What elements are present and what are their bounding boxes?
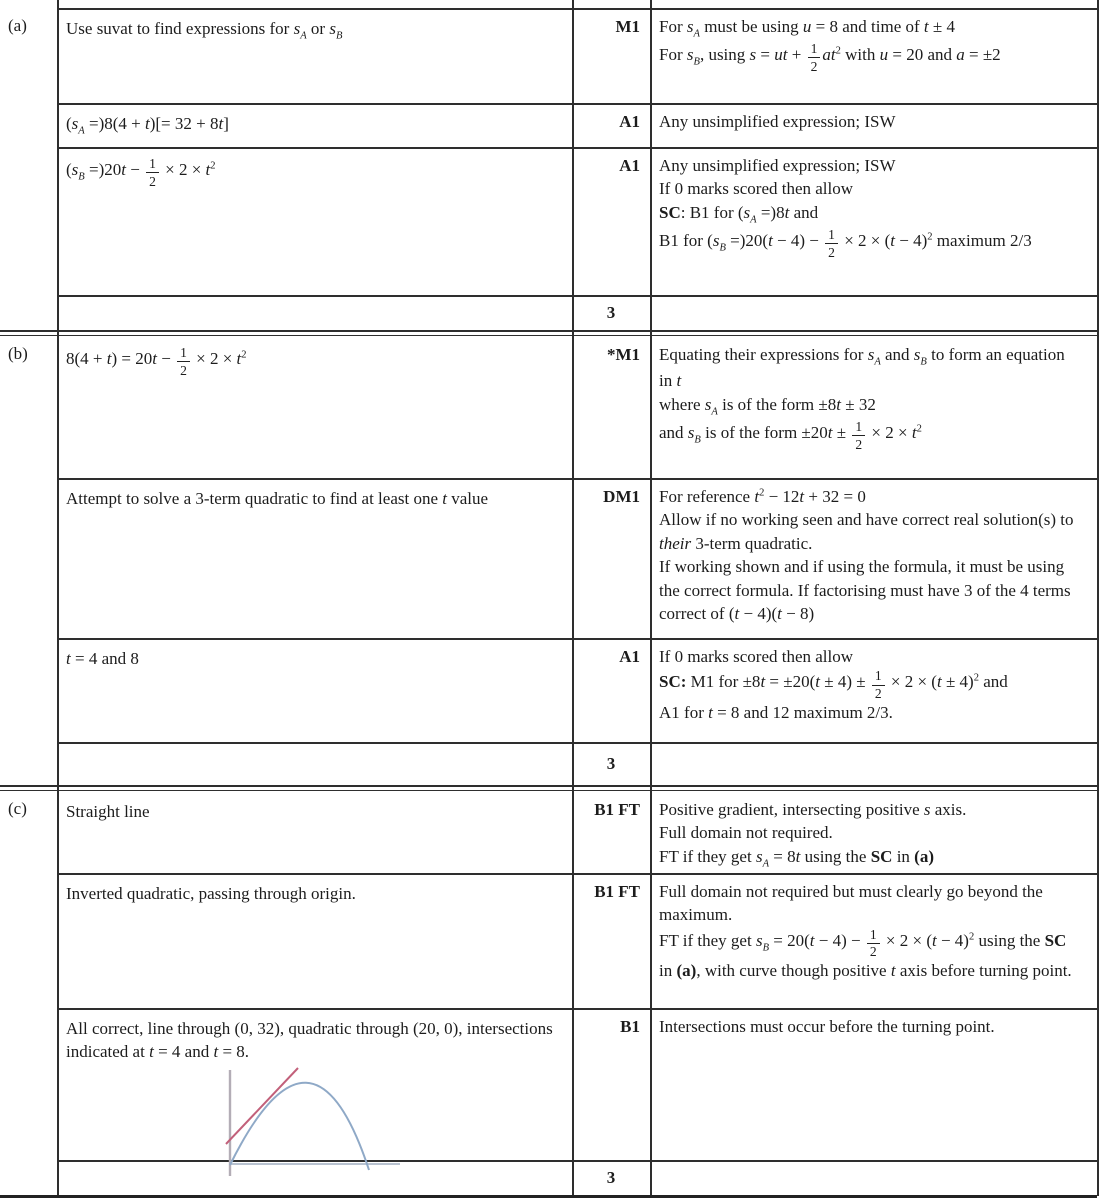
text-run: s — [329, 19, 336, 38]
text-run: SC — [1044, 930, 1067, 950]
text-run: a — [956, 45, 965, 65]
notes-cell — [650, 103, 1097, 147]
text-line — [66, 113, 560, 138]
text-line — [659, 155, 1087, 177]
straight-line — [226, 1068, 298, 1144]
text-run: − 8) — [781, 604, 815, 624]
text-run: s — [743, 202, 751, 222]
superscript: 2 — [973, 672, 979, 684]
text-run: × 2 × — [867, 423, 912, 443]
fraction — [867, 928, 880, 959]
subscript: A — [711, 406, 718, 418]
text-run: =)20 — [84, 160, 122, 180]
part-label: (c) — [8, 799, 27, 818]
text-run: and — [659, 423, 688, 443]
notes-cell — [650, 336, 1097, 478]
text-run: in — [892, 846, 915, 866]
text-line — [659, 111, 1087, 133]
text-run: − 4) − — [772, 231, 824, 251]
text-line — [659, 202, 1087, 227]
text-run: , with curve though positive — [696, 961, 891, 981]
table-right-border — [1097, 0, 1099, 1196]
fraction — [852, 420, 865, 451]
mark-code: A1 — [619, 156, 640, 175]
fraction-numerator: 1 — [177, 346, 190, 362]
text-line — [659, 960, 1087, 982]
text-run: s — [913, 345, 921, 364]
text-run: to form an equation — [926, 345, 1065, 364]
text-line — [659, 904, 1087, 926]
working-cell — [57, 1008, 572, 1160]
text-run: = 8 and time of — [811, 17, 924, 36]
text-run: t — [734, 604, 740, 624]
text-run: = 20 and — [888, 45, 957, 65]
text-line — [659, 580, 1087, 602]
text-run: − 4) — [936, 930, 969, 950]
superscript: 2 — [241, 349, 247, 361]
text-run: = 20( — [769, 930, 810, 950]
text-run: × 2 × — [160, 160, 206, 180]
mark-code: B1 FT — [594, 800, 640, 819]
text-run: axis before turning point. — [895, 961, 1072, 981]
text-line — [659, 42, 1087, 73]
text-run: their — [659, 533, 692, 553]
text-run: is of the form ±20 — [700, 423, 828, 443]
superscript: 2 — [916, 423, 922, 435]
notes-cell — [650, 791, 1097, 873]
text-line — [659, 370, 1087, 392]
text-run: SC — [870, 846, 893, 866]
text-run: at — [822, 45, 836, 65]
text-run: = 8 and 12 maximum 2/3. — [712, 702, 893, 722]
subscript: A — [762, 858, 770, 870]
total-marks: 3 — [606, 302, 616, 322]
text-line — [659, 344, 1087, 369]
mark-cell — [572, 478, 650, 638]
text-run: indicated at — [66, 1042, 150, 1062]
text-run: using the — [974, 930, 1045, 950]
mark-code: DM1 — [603, 487, 640, 506]
text-run: Attempt to solve a 3-term quadratic to find at least one — [66, 489, 443, 508]
mark-cell — [572, 1008, 650, 1160]
text-run: t — [911, 423, 917, 443]
text-run: × 2 × ( — [839, 231, 891, 251]
text-line — [659, 178, 1087, 200]
text-run: (a) — [914, 846, 934, 866]
text-run: Straight line — [66, 802, 150, 821]
mark-cell — [572, 791, 650, 873]
text-line — [659, 394, 1087, 419]
text-run: t — [676, 371, 682, 391]
text-run: For — [659, 45, 687, 65]
text-run: in — [659, 961, 677, 981]
mark-cell — [572, 147, 650, 295]
text-line — [659, 846, 1087, 871]
text-line — [659, 533, 1087, 555]
text-run: t — [121, 160, 126, 180]
text-run: : B1 for ( — [680, 202, 744, 222]
text-run: t — [708, 702, 713, 722]
subscript: B — [719, 242, 726, 254]
working-cell — [57, 147, 572, 295]
text-run: All correct, line through (0, 32), quadratic through (20, 0), intersections — [66, 1019, 553, 1038]
text-run: + — [787, 45, 806, 65]
text-line — [659, 646, 1087, 668]
text-run: t — [106, 349, 112, 369]
text-run: in — [659, 371, 677, 391]
fraction — [808, 42, 821, 73]
mark-code: B1 FT — [594, 882, 640, 901]
fraction-numerator: 1 — [872, 669, 885, 685]
text-run: s — [712, 231, 720, 251]
text-run: t — [149, 1042, 154, 1062]
text-line — [659, 822, 1087, 844]
fraction-denominator: 2 — [874, 686, 882, 702]
text-run: s — [755, 846, 763, 866]
text-run: and — [880, 345, 914, 364]
text-run: s — [704, 394, 712, 414]
superscript: 2 — [210, 160, 216, 172]
text-line — [659, 486, 1087, 508]
text-run: For — [659, 17, 687, 36]
text-run: s — [293, 19, 301, 38]
subscript: A — [874, 356, 881, 368]
superscript: 2 — [968, 931, 975, 943]
text-run: t — [218, 114, 224, 133]
text-run: s — [71, 114, 79, 133]
fraction-numerator: 1 — [808, 42, 821, 58]
text-line — [659, 669, 1087, 700]
text-line — [66, 883, 560, 905]
section-separator-line — [0, 785, 1097, 787]
part-label: (b) — [8, 344, 28, 363]
mark-cell — [572, 336, 650, 478]
text-run: t — [815, 672, 820, 692]
text-line — [66, 1018, 560, 1040]
fraction-numerator: 1 — [852, 420, 865, 436]
text-run: s — [923, 800, 931, 819]
subscript: B — [335, 30, 343, 42]
text-run: M1 for ±8 — [686, 672, 761, 692]
text-run: = — [756, 45, 775, 65]
text-run: × 2 × — [191, 349, 237, 369]
working-cell — [57, 478, 572, 638]
text-run: and — [978, 672, 1008, 692]
subscript: A — [300, 30, 307, 42]
text-run: using the — [800, 846, 871, 866]
text-run: If working shown and if using the formula, it must be using — [659, 557, 1065, 577]
text-run: = 8. — [218, 1042, 250, 1062]
text-run: t — [836, 394, 841, 414]
text-run: and — [789, 202, 819, 222]
table-bottom-border — [0, 1195, 1097, 1198]
subscript: B — [920, 356, 927, 368]
text-run: × 2 × ( — [886, 672, 937, 692]
text-run: t — [777, 604, 782, 624]
fraction-denominator: 2 — [869, 944, 877, 960]
text-line — [659, 603, 1087, 625]
text-run: ± 4 — [928, 17, 955, 36]
superscript: 2 — [759, 487, 765, 499]
text-run: Any unsimplified expression; ISW — [659, 156, 896, 175]
fraction-denominator: 2 — [855, 436, 863, 452]
text-run: ] — [223, 114, 229, 133]
text-run: Any unsimplified expression; ISW — [659, 112, 896, 131]
text-run: − — [125, 160, 145, 180]
text-run: =)8(4 + — [84, 114, 145, 133]
text-line — [659, 702, 1087, 724]
text-run: s — [755, 930, 763, 950]
section-separator-line — [0, 330, 1097, 332]
text-run: ( — [66, 160, 72, 180]
text-run: Intersections must occur before the turning point. — [659, 1017, 995, 1036]
text-run: − 4) − — [814, 930, 865, 950]
text-run: s — [686, 17, 694, 36]
working-cell — [57, 336, 572, 478]
text-line — [659, 799, 1087, 821]
text-run: t — [442, 489, 447, 508]
text-line — [66, 1041, 560, 1063]
text-line — [659, 928, 1087, 959]
text-run: t — [205, 160, 211, 180]
text-run: s — [686, 45, 694, 65]
mark-code: B1 — [620, 1017, 640, 1036]
superscript: 2 — [835, 45, 841, 57]
text-run: SC — [659, 202, 681, 222]
notes-cell — [650, 638, 1097, 742]
text-run: s — [687, 423, 695, 443]
total-marks-cell — [572, 1160, 650, 1196]
text-run: = 4 and 8 — [70, 649, 139, 668]
text-run: ) = 20 — [111, 349, 153, 369]
subscript: A — [693, 28, 700, 40]
text-run: s — [71, 160, 79, 180]
text-run: Inverted quadratic, passing through origin. — [66, 884, 356, 903]
text-line — [66, 346, 560, 377]
text-run: 3-term quadratic. — [691, 533, 813, 553]
mark-code: M1 — [615, 17, 640, 36]
mark-code: A1 — [619, 647, 640, 666]
text-run: Positive gradient, intersecting positive — [659, 800, 924, 819]
mark-code: A1 — [619, 112, 640, 131]
text-run: t — [760, 672, 766, 692]
text-run: t — [152, 349, 157, 369]
graph-sketch — [224, 1066, 424, 1178]
text-run: − 4)( — [739, 604, 778, 624]
subscript: B — [78, 171, 85, 183]
text-run: SC: — [659, 672, 687, 692]
fraction-denominator: 2 — [180, 362, 187, 378]
part-label: (a) — [8, 16, 27, 35]
text-line — [659, 1016, 1087, 1038]
text-run: axis. — [930, 800, 967, 819]
text-run: maximum. — [659, 905, 733, 925]
notes-cell — [650, 8, 1097, 103]
text-run: t — [784, 202, 790, 222]
text-line — [659, 420, 1087, 451]
text-run: )[= 32 + 8 — [149, 114, 219, 133]
fraction-numerator: 1 — [146, 157, 159, 173]
text-run: must be using — [699, 17, 803, 36]
text-run: FT if they get — [659, 930, 756, 950]
text-run: s — [749, 45, 757, 65]
text-run: correct of ( — [659, 604, 735, 624]
text-run: − — [156, 349, 176, 369]
text-run: Use suvat to find expressions for — [66, 19, 294, 38]
text-run: A1 for — [659, 702, 709, 722]
working-cell — [57, 8, 572, 103]
total-marks-cell — [572, 295, 650, 330]
text-line — [66, 801, 560, 823]
text-run: 8(4 + — [66, 349, 107, 369]
text-run: t — [923, 17, 929, 36]
notes-cell — [650, 873, 1097, 1008]
working-cell — [57, 873, 572, 1008]
subscript: A — [78, 125, 85, 137]
text-run: where — [659, 394, 705, 414]
text-run: t — [890, 231, 896, 251]
text-run: ut — [774, 45, 788, 65]
text-run: − 12 — [764, 487, 800, 506]
fraction-denominator: 2 — [149, 173, 156, 189]
text-run: − 4) — [895, 231, 928, 251]
text-run: ± 4) — [941, 672, 974, 692]
text-run: t — [809, 930, 815, 950]
notes-cell — [650, 478, 1097, 638]
text-line — [66, 18, 560, 43]
text-line — [66, 648, 560, 670]
subscript: B — [693, 56, 700, 68]
text-run: t — [936, 672, 942, 692]
notes-cell — [650, 1008, 1097, 1160]
fraction-numerator: 1 — [825, 228, 838, 244]
text-run: value — [446, 489, 489, 508]
text-run: s — [867, 345, 875, 364]
fraction — [146, 157, 159, 188]
text-run: t — [795, 846, 801, 866]
total-marks-cell — [572, 742, 650, 785]
fraction-denominator: 2 — [810, 58, 818, 74]
subscript: B — [762, 942, 770, 954]
text-run: t — [236, 349, 242, 369]
text-run: Full domain not required. — [659, 823, 833, 843]
text-run: t — [66, 649, 71, 668]
text-run: If 0 marks scored then allow — [659, 179, 854, 199]
fraction — [825, 228, 838, 259]
text-run: ( — [66, 114, 72, 133]
text-run: = ±20( — [765, 672, 816, 692]
text-run: + 32 = 0 — [804, 487, 866, 506]
text-run: Equating their expressions for — [659, 345, 868, 364]
mark-cell — [572, 103, 650, 147]
text-line — [66, 157, 560, 188]
text-run: t — [768, 231, 773, 251]
total-marks: 3 — [606, 1168, 616, 1187]
mark-cell — [572, 873, 650, 1008]
text-run: , using — [699, 45, 750, 65]
text-run: u — [802, 17, 812, 36]
subscript: B — [694, 434, 701, 446]
text-run: t — [931, 930, 937, 950]
text-line — [659, 228, 1087, 259]
text-line — [659, 16, 1087, 41]
text-run: is of the form ±8 — [717, 394, 837, 414]
text-run: = ±2 — [964, 45, 1001, 65]
text-run: t — [144, 114, 150, 133]
fraction-numerator: 1 — [867, 928, 880, 944]
text-run: t — [213, 1042, 219, 1062]
fraction-denominator: 2 — [828, 244, 835, 260]
working-cell — [57, 638, 572, 742]
text-run: For reference — [659, 487, 755, 506]
subscript: A — [750, 214, 757, 226]
text-run: t — [799, 487, 805, 506]
text-run: the correct formula. If factorising must have 3 of the 4 terms — [659, 580, 1071, 600]
text-run: t — [827, 423, 833, 443]
text-run: maximum 2/3 — [932, 231, 1032, 251]
text-run: or — [306, 19, 330, 38]
text-run: Full domain not required but must clearly go beyond the — [659, 882, 1043, 901]
text-run: If 0 marks scored then allow — [659, 647, 854, 666]
mark-code: *M1 — [606, 345, 640, 364]
text-run: (a) — [676, 961, 697, 981]
text-run: ± 4) ± — [820, 672, 870, 692]
text-run: with — [840, 45, 880, 65]
notes-cell — [650, 147, 1097, 295]
text-run: FT if they get — [659, 846, 756, 866]
text-run: = 8 — [769, 846, 796, 866]
text-run: ± 32 — [840, 394, 876, 414]
text-run: t — [890, 961, 896, 981]
text-line — [659, 881, 1087, 903]
working-cell — [57, 103, 572, 147]
text-line — [66, 488, 560, 510]
fraction — [872, 669, 885, 700]
quadratic-curve — [230, 1083, 369, 1170]
text-run: × 2 × ( — [881, 930, 932, 950]
text-run: u — [879, 45, 889, 65]
text-line — [659, 509, 1087, 531]
text-line — [659, 556, 1087, 578]
text-run: B1 for ( — [659, 231, 713, 251]
text-run: =)8 — [756, 202, 785, 222]
mark-cell — [572, 8, 650, 103]
total-marks: 3 — [606, 753, 616, 773]
working-cell — [57, 791, 572, 873]
text-run: t — [754, 487, 760, 506]
mark-cell — [572, 638, 650, 742]
superscript: 2 — [927, 231, 933, 243]
text-run: =)20( — [725, 231, 769, 251]
fraction — [177, 346, 190, 377]
text-run: Allow if no working seen and have correct real solution(s) to — [659, 510, 1074, 530]
text-run: ± — [832, 423, 851, 443]
text-run: = 4 and — [153, 1042, 214, 1062]
